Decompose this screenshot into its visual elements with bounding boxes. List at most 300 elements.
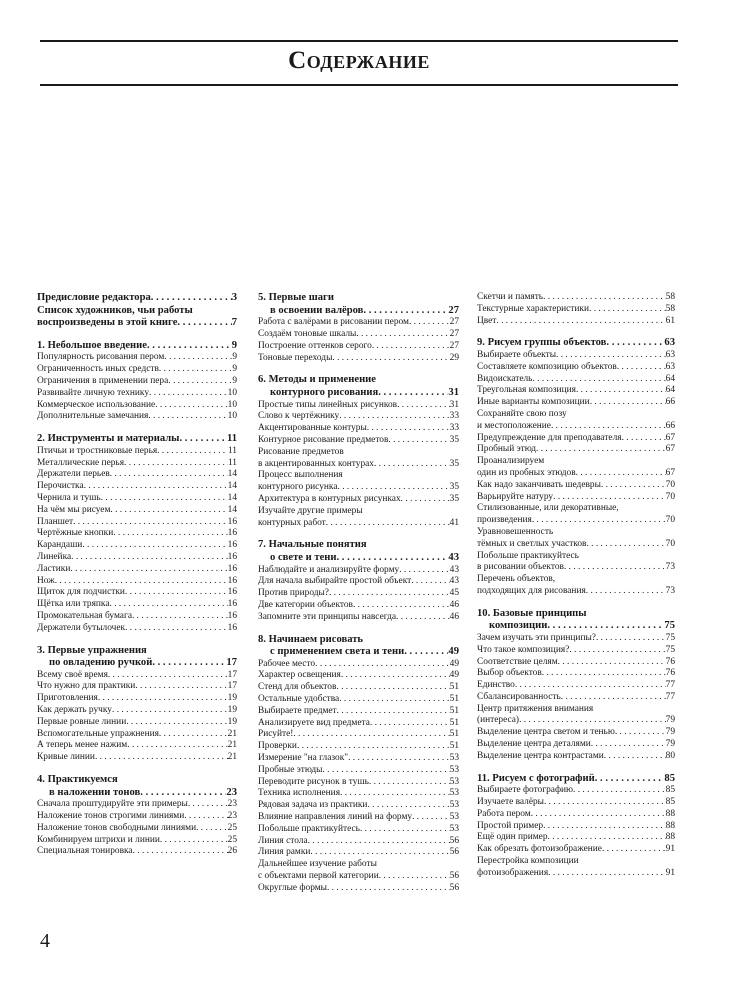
toc-page-ref: 75 <box>665 632 675 643</box>
toc-chapter-heading <box>37 317 237 330</box>
toc-entry <box>258 447 459 459</box>
toc-entry <box>37 411 237 423</box>
toc-chapter-heading <box>258 292 459 305</box>
toc-section <box>477 292 675 327</box>
toc-entry-title: Кривые линии <box>37 752 95 763</box>
toc-entry <box>258 588 459 600</box>
toc-entry-title: Измерение "на глазок" <box>258 753 349 764</box>
toc-entry-title: Изучаете валёры <box>477 797 544 808</box>
toc-page-ref: 33 <box>449 423 459 434</box>
toc-entry-title: и местоположение <box>477 420 551 431</box>
toc-leader-dots <box>576 468 666 480</box>
toc-leader-dots <box>412 812 450 824</box>
toc-entry-title: 3. Первые упражнения <box>37 644 147 656</box>
toc-entry-title: 1. Небольшое введение <box>37 339 147 351</box>
toc-entry <box>258 329 459 341</box>
title-rule-bottom <box>40 84 678 86</box>
toc-section <box>258 292 459 364</box>
toc-entry <box>477 539 675 551</box>
toc-chapter-heading <box>477 773 675 786</box>
toc-page-ref: 46 <box>449 599 459 610</box>
toc-entry <box>477 715 675 727</box>
toc-entry <box>37 681 237 693</box>
toc-entry-title: композиции <box>489 620 548 632</box>
toc-entry-title: Рабочее место <box>258 658 316 669</box>
toc-entry-title: о свете и тени <box>270 551 337 563</box>
toc-leader-dots <box>601 480 666 492</box>
toc-page-ref: 17 <box>226 657 237 669</box>
toc-page-ref: 10 <box>227 399 237 410</box>
toc-entry-title: Простые типы линейных рисунков <box>258 399 398 410</box>
toc-page-ref: 35 <box>449 458 459 469</box>
toc-entry-title: Характер освещения <box>258 670 341 681</box>
toc-entry <box>258 435 459 447</box>
toc-page-ref: 31 <box>448 386 459 398</box>
toc-entry <box>258 353 459 365</box>
toc-leader-dots <box>184 811 227 823</box>
toc-leader-dots <box>322 765 449 777</box>
toc-entry-title: в рисовании объектов <box>477 562 564 573</box>
toc-entry-title: Наблюдайте и анализируйте форму <box>258 564 400 575</box>
toc-entry <box>258 470 459 482</box>
toc-leader-dots <box>399 565 449 577</box>
toc-entry <box>37 811 237 823</box>
toc-page-ref: 61 <box>665 315 675 326</box>
toc-leader-dots <box>532 374 665 386</box>
toc-page-ref: 10 <box>227 387 237 398</box>
toc-leader-dots <box>124 458 228 470</box>
toc-entry-title: 11. Рисуем с фотографий <box>477 772 595 784</box>
toc-entry-title: Выбор объектов <box>477 668 542 679</box>
toc-leader-dots <box>159 729 228 741</box>
toc-page-ref: 79 <box>665 727 675 738</box>
toc-column-1 <box>37 292 237 868</box>
toc-leader-dots <box>370 718 450 730</box>
toc-leader-dots <box>168 376 232 388</box>
toc-page-ref: 11 <box>227 457 237 468</box>
toc-entry-title: Чернила и тушь <box>37 492 101 503</box>
toc-entry <box>258 506 459 518</box>
toc-leader-dots <box>372 341 450 353</box>
toc-entry-title: Ограниченность иных средств <box>37 364 159 375</box>
toc-entry-title: Приготовления <box>37 693 98 704</box>
toc-page-ref: 35 <box>449 493 459 504</box>
toc-page-ref: 70 <box>665 538 675 549</box>
toc-chapter-heading <box>258 387 459 400</box>
toc-entry <box>477 374 675 386</box>
toc-entry-title: Пробный этюд <box>477 444 537 455</box>
toc-leader-dots <box>367 800 449 812</box>
toc-page-ref: 63 <box>664 337 675 349</box>
toc-leader-dots <box>188 799 228 811</box>
toc-page-ref: 35 <box>449 434 459 445</box>
toc-leader-dots <box>396 612 450 624</box>
toc-entry <box>477 527 675 539</box>
toc-leader-dots <box>573 785 666 797</box>
toc-entry-title: Цвет <box>477 315 497 326</box>
toc-entry-title: Держатели перьев <box>37 469 110 480</box>
toc-entry <box>477 362 675 374</box>
toc-leader-dots <box>160 835 228 847</box>
toc-page-ref: 11 <box>227 445 237 456</box>
toc-entry-title: Металлические перья <box>37 457 125 468</box>
toc-entry <box>37 564 237 576</box>
toc-entry <box>477 480 675 492</box>
toc-entry-title: Работа пером <box>477 808 531 819</box>
toc-entry <box>258 576 459 588</box>
toc-leader-dots <box>84 481 228 493</box>
toc-page-ref: 49 <box>449 658 459 669</box>
toc-entry <box>37 540 237 552</box>
toc-entry <box>258 871 459 883</box>
toc-entry <box>258 518 459 530</box>
toc-entry-title: Щиток для подчистки <box>37 587 125 598</box>
toc-entry-title: Перечень объектов, <box>477 574 556 585</box>
toc-leader-dots <box>606 337 664 350</box>
toc-page-ref: 53 <box>449 823 459 834</box>
toc-leader-dots <box>140 787 226 800</box>
toc-page-ref: 88 <box>665 832 675 843</box>
toc-entry-title: Иные варианты композиции <box>477 397 590 408</box>
toc-page-ref: 51 <box>449 741 459 752</box>
toc-entry-title: Вспомогательные упражнения <box>37 728 159 739</box>
toc-entry <box>258 317 459 329</box>
toc-leader-dots <box>564 562 666 574</box>
toc-page-ref: 21 <box>227 752 237 763</box>
toc-entry <box>37 376 237 388</box>
toc-entry-title: Тоновые переходы <box>258 352 333 363</box>
toc-leader-dots <box>379 871 450 883</box>
toc-entry-title: Уравновешенность <box>477 526 554 537</box>
toc-chapter-heading <box>477 620 675 633</box>
toc-entry <box>477 492 675 504</box>
toc-entry-title: Проверки <box>258 741 297 752</box>
toc-entry-title: Влияние направления линий на форму <box>258 812 413 823</box>
toc-page-ref: 66 <box>665 420 675 431</box>
toc-entry-title: Список художников, чьи работы <box>37 304 193 316</box>
toc-entry <box>258 400 459 412</box>
toc-entry <box>477 409 675 421</box>
toc-entry-title: Стилизованные, или декоративные, <box>477 503 619 514</box>
toc-section <box>258 634 459 895</box>
toc-entry <box>37 705 237 717</box>
toc-page-ref: 23 <box>227 811 237 822</box>
toc-leader-dots <box>179 433 227 446</box>
toc-leader-dots <box>515 680 666 692</box>
toc-leader-dots <box>339 411 449 423</box>
toc-page-ref: 51 <box>449 729 459 740</box>
toc-entry-title: Рядовая задача из практики <box>258 800 368 811</box>
toc-leader-dots <box>553 492 666 504</box>
toc-chapter-heading <box>258 374 459 387</box>
toc-leader-dots <box>548 868 665 880</box>
toc-page-ref: 53 <box>449 764 459 775</box>
toc-entry <box>477 809 675 821</box>
toc-section <box>258 374 459 529</box>
toc-entry <box>477 515 675 527</box>
toc-chapter-heading <box>37 292 237 305</box>
toc-leader-dots <box>113 528 227 540</box>
toc-entry <box>258 824 459 836</box>
toc-page-ref: 88 <box>665 808 675 819</box>
toc-section <box>258 539 459 623</box>
toc-page-ref: 21 <box>227 740 237 751</box>
toc-leader-dots <box>558 657 666 669</box>
toc-page-ref: 33 <box>449 411 459 422</box>
toc-leader-dots <box>360 824 450 836</box>
toc-entry-title: с применением света и тени <box>270 646 405 658</box>
toc-entry <box>258 800 459 812</box>
toc-entry <box>477 433 675 445</box>
toc-leader-dots <box>496 316 665 328</box>
toc-page-ref: 58 <box>665 303 675 314</box>
toc-entry <box>258 659 459 671</box>
toc-entry <box>477 456 675 468</box>
toc-entry-title: Выбираете объекты <box>477 349 557 360</box>
toc-page-ref: 49 <box>448 646 459 658</box>
toc-leader-dots <box>348 753 450 765</box>
toc-entry-title: Две категории объектов <box>258 599 353 610</box>
toc-page-ref: 45 <box>449 588 459 599</box>
toc-leader-dots <box>388 435 449 447</box>
toc-page-ref: 63 <box>665 361 675 372</box>
toc-section <box>477 608 675 763</box>
toc-entry-title: Треугольная композиция <box>477 385 576 396</box>
toc-page-ref: 70 <box>665 515 675 526</box>
toc-page-ref: 56 <box>449 847 459 858</box>
toc-entry <box>258 706 459 718</box>
toc-leader-dots <box>589 304 666 316</box>
toc-entry-title: Нож <box>37 575 55 586</box>
toc-entry-title: Акцентированные контуры <box>258 423 367 434</box>
toc-entry-title: 9. Рисуем группы объектов <box>477 337 607 349</box>
toc-leader-dots <box>336 682 449 694</box>
toc-section <box>37 774 237 858</box>
toc-entry <box>477 421 675 433</box>
toc-entry <box>477 785 675 797</box>
toc-entry <box>477 727 675 739</box>
toc-entry <box>37 599 237 611</box>
toc-chapter-heading <box>258 539 459 552</box>
toc-entry-title: Остальные удобства <box>258 694 340 705</box>
toc-entry <box>37 729 237 741</box>
toc-entry-title: Сначала проштудируйте эти примеры <box>37 799 188 810</box>
toc-leader-dots <box>310 847 449 859</box>
toc-entry <box>477 692 675 704</box>
toc-chapter-heading <box>258 305 459 318</box>
toc-leader-dots <box>148 411 227 423</box>
toc-entry-title: Комбинируем штрихи и линии <box>37 834 160 845</box>
toc-page-ref: 16 <box>227 587 237 598</box>
toc-entry-title: Планшет <box>37 516 74 527</box>
toc-entry-title: по овладению ручкой <box>49 657 153 669</box>
toc-page-ref: 31 <box>449 399 459 410</box>
toc-entry-title: Как держать ручку <box>37 705 112 716</box>
toc-entry-title: контурного рисунка <box>258 482 338 493</box>
toc-entry <box>37 799 237 811</box>
toc-entry <box>477 856 675 868</box>
toc-entry-title: Выделение центра светом и тенью <box>477 727 615 738</box>
toc-entry-title: Перочистка <box>37 481 84 492</box>
toc-page-ref: 27 <box>449 317 459 328</box>
toc-entry-title: 10. Базовые принципы <box>477 607 587 619</box>
toc-entry <box>37 846 237 858</box>
toc-entry-title: Изучайте другие примеры <box>258 505 363 516</box>
toc-entry-title: Что такое композиция? <box>477 644 570 655</box>
toc-page-ref: 10 <box>227 411 237 422</box>
toc-leader-dots <box>329 588 450 600</box>
toc-chapter-heading <box>37 305 237 318</box>
toc-page-ref: 25 <box>227 834 237 845</box>
toc-leader-dots <box>397 400 450 412</box>
toc-entry-title: Специальная тонировка <box>37 846 133 857</box>
toc-entry-title: А теперь менее нажим <box>37 740 128 751</box>
toc-leader-dots <box>548 832 666 844</box>
toc-entry <box>37 823 237 835</box>
toc-leader-dots <box>356 329 449 341</box>
toc-page-ref: 80 <box>665 750 675 761</box>
toc-entry-title: Работа с валёрами в рисовании пером <box>258 317 409 328</box>
toc-page-ref: 17 <box>227 681 237 692</box>
toc-entry-title: Процесс выполнения <box>258 470 343 481</box>
toc-entry-title: Ластики <box>37 563 71 574</box>
toc-leader-dots <box>149 388 228 400</box>
toc-entry-title: Как надо заканчивать шедевры <box>477 479 601 490</box>
toc-leader-dots <box>110 599 228 611</box>
toc-entry <box>37 458 237 470</box>
toc-page-ref: 11 <box>226 433 237 445</box>
toc-page-ref: 66 <box>665 397 675 408</box>
toc-entry <box>258 777 459 789</box>
toc-leader-dots <box>126 717 227 729</box>
toc-entry-title: Дополнительные замечания <box>37 411 149 422</box>
toc-leader-dots <box>135 681 227 693</box>
toc-entry-title: Держатели бутылочек <box>37 622 126 633</box>
toc-entry-title: Карандаши <box>37 540 83 551</box>
toc-page-ref: 25 <box>227 822 237 833</box>
toc-entry-title: (интереса) <box>477 715 520 726</box>
toc-page-ref: 53 <box>449 800 459 811</box>
toc-leader-dots <box>532 515 666 527</box>
toc-entry-title: Слово к чертёжнику <box>258 411 340 422</box>
toc-entry <box>477 797 675 809</box>
toc-leader-dots <box>569 645 665 657</box>
toc-page-ref: 9 <box>231 339 237 351</box>
toc-entry-title: Техника исполнения <box>258 788 341 799</box>
toc-entry-title: 2. Инструменты и материалы <box>37 433 180 445</box>
toc-page-ref: 16 <box>227 575 237 586</box>
toc-entry <box>477 633 675 645</box>
toc-entry-title: Птичьи и тростниковые перья <box>37 445 158 456</box>
toc-entry-title: Сбалансированность <box>477 691 561 702</box>
toc-page-ref: 70 <box>665 479 675 490</box>
toc-entry <box>37 576 237 588</box>
toc-entry-title: произведения <box>477 515 532 526</box>
toc-entry <box>477 668 675 680</box>
toc-entry-title: Всему своё время <box>37 669 108 680</box>
toc-page-ref: 7 <box>231 317 237 329</box>
toc-entry <box>258 788 459 800</box>
toc-entry <box>37 528 237 540</box>
toc-leader-dots <box>127 740 227 752</box>
toc-section <box>37 292 237 330</box>
toc-page-ref: 16 <box>227 551 237 562</box>
toc-section <box>37 433 237 634</box>
toc-entry <box>37 517 237 529</box>
toc-page-ref: 21 <box>227 728 237 739</box>
toc-chapter-heading <box>477 608 675 621</box>
toc-page-ref: 27 <box>449 328 459 339</box>
toc-entry-title: Побольше практикуйтесь <box>258 823 360 834</box>
toc-entry <box>37 752 237 764</box>
toc-leader-dots <box>595 773 665 786</box>
toc-entry-title: На чём мы рисуем <box>37 504 111 515</box>
toc-entry-title: Линейка <box>37 551 72 562</box>
toc-page-ref: 76 <box>665 656 675 667</box>
toc-page-ref: 77 <box>665 691 675 702</box>
toc-entry-title: Видоискатель <box>477 373 533 384</box>
toc-page-ref: 16 <box>227 563 237 574</box>
toc-entry <box>37 469 237 481</box>
toc-page-ref: 43 <box>449 564 459 575</box>
toc-page-ref: 51 <box>449 694 459 705</box>
toc-entry-title: Предупреждение для преподавателя <box>477 432 622 443</box>
toc-entry-title: Пробные этюды <box>258 764 323 775</box>
toc-entry-title: Перестройка композиции <box>477 856 579 867</box>
toc-page-ref: 67 <box>665 432 675 443</box>
toc-section <box>477 337 675 597</box>
toc-leader-dots <box>339 694 449 706</box>
toc-entry <box>477 350 675 362</box>
toc-leader-dots <box>132 611 228 623</box>
toc-leader-dots <box>363 305 448 318</box>
toc-entry <box>37 552 237 564</box>
toc-entry-title: воспроизведены в этой книге <box>37 317 178 329</box>
toc-leader-dots <box>411 576 449 588</box>
toc-leader-dots <box>71 552 227 564</box>
toc-page-ref: 56 <box>449 871 459 882</box>
toc-leader-dots <box>110 469 228 481</box>
toc-page-ref: 9 <box>232 375 237 386</box>
toc-page-ref: 51 <box>449 682 459 693</box>
toc-leader-dots <box>110 505 227 517</box>
toc-entry <box>37 740 237 752</box>
toc-page-ref: 9 <box>232 352 237 363</box>
toc-entry-title: Переводите рисунок в тушь <box>258 776 369 787</box>
toc-page-ref: 41 <box>449 517 459 528</box>
toc-entry <box>477 657 675 669</box>
toc-leader-dots <box>332 353 449 365</box>
toc-leader-dots <box>378 387 448 400</box>
toc-page-ref: 75 <box>664 620 675 632</box>
toc-page-ref: 16 <box>227 622 237 633</box>
page-title: Содержание <box>288 47 430 74</box>
toc-leader-dots <box>326 518 450 530</box>
toc-section <box>37 340 237 423</box>
toc-chapter-heading <box>477 337 675 350</box>
toc-entry-title: Выбираете фотографию <box>477 785 574 796</box>
toc-page-ref: 14 <box>227 492 237 503</box>
toc-chapter-heading <box>37 645 237 658</box>
toc-page-ref: 79 <box>665 715 675 726</box>
toc-page-ref: 75 <box>665 644 675 655</box>
toc-entry <box>37 493 237 505</box>
toc-entry <box>477 444 675 456</box>
toc-entry <box>477 316 675 328</box>
toc-entry-title: подходящих для рисования <box>477 585 586 596</box>
toc-leader-dots <box>536 444 666 456</box>
toc-chapter-heading <box>37 340 237 353</box>
